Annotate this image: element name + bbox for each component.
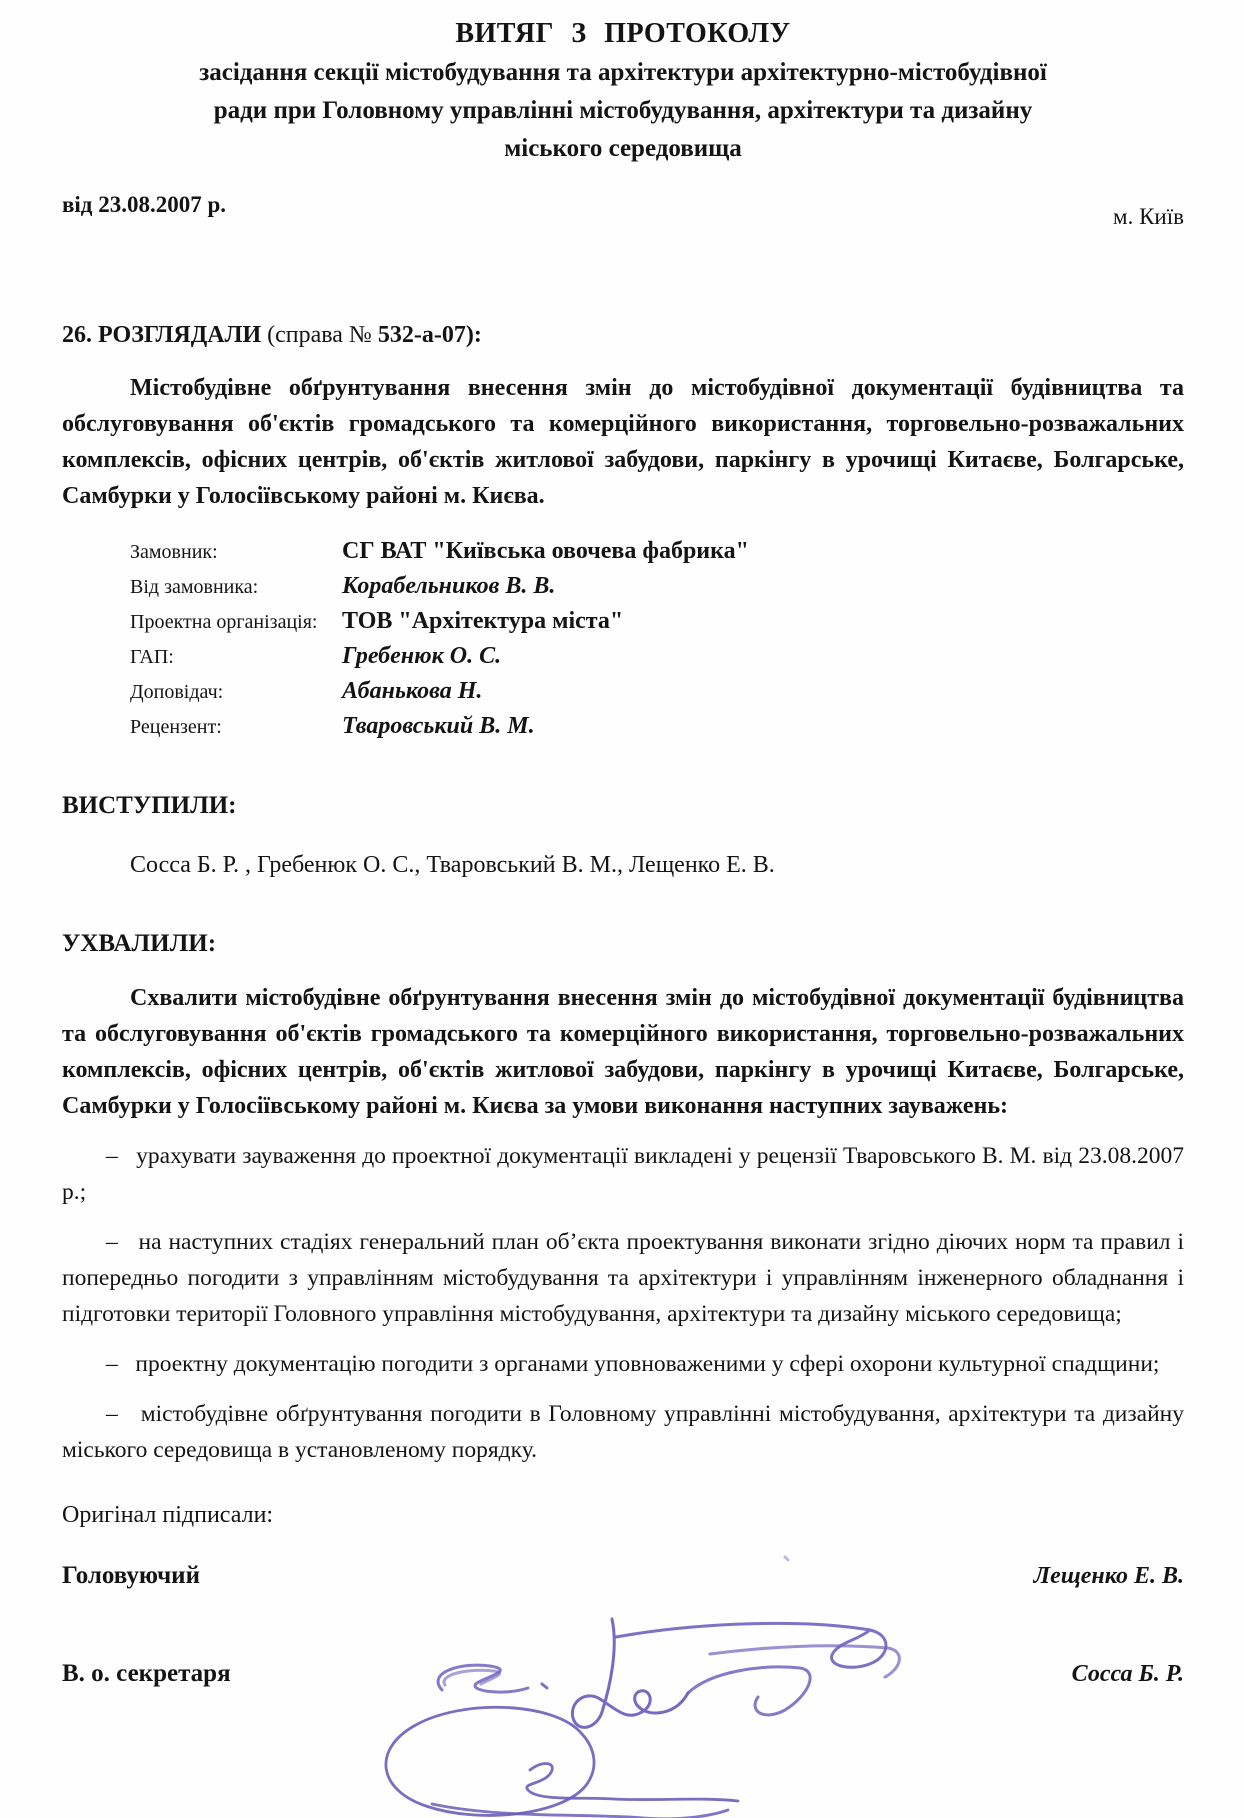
party-label: Від замовника: xyxy=(130,576,259,598)
signatures-intro: Оригінал підписали: xyxy=(62,1502,274,1528)
party-row-reviewer xyxy=(130,709,1184,744)
party-row-customer xyxy=(130,534,1184,569)
signature-role-chairman: Головуючий xyxy=(62,1562,200,1589)
document-title: ВИТЯГ З ПРОТОКОЛУ xyxy=(455,18,791,49)
remark-item-3: – проектну документацію погодити з органами уповноваженими у сфері охорони культурної спадщини; xyxy=(106,1351,1160,1377)
party-value: Корабельников В. В. xyxy=(342,573,556,599)
case-label: (справа № xyxy=(267,322,372,348)
subtitle-line-1: засідання секції містобудування та архітектури архітектурно-містобудівної xyxy=(199,59,1047,86)
party-row-speaker xyxy=(130,674,1184,709)
signature-ink-secretary xyxy=(386,1707,738,1818)
party-row-design-org xyxy=(130,604,1184,639)
subtitle-line-2: ради при Головному управлінні містобудування, архітектури та дизайну xyxy=(213,97,1033,124)
subtitle-line-3: міського середовища xyxy=(504,135,742,162)
resolution-paragraph: Схвалити містобудівне обґрунтування внесення змін до містобудівної документації будівництва та обслуговування об'єктів громадського та комерційного використання, торговельно-розважальних комплексів, офісних центрів, об'єктів житлової забудови, паркінгу в урочищі Китаєве, Болгарське, Самбурки у Голосіївському районі м. Києва за умови виконання наступних зауважень: xyxy=(62,985,1184,1119)
case-heading-verb: 26. РОЗГЛЯДАЛИ xyxy=(62,322,262,348)
party-label: Замовник: xyxy=(130,541,218,563)
case-heading xyxy=(62,318,1184,352)
party-row-gap xyxy=(130,639,1184,674)
party-label: Проектна організація: xyxy=(130,611,318,633)
party-value: Гребенюк О. С. xyxy=(342,643,502,669)
signature-row-chairman xyxy=(62,1558,1184,1594)
signature-row-secretary xyxy=(62,1656,1184,1692)
speakers-heading: ВИСТУПИЛИ: xyxy=(62,792,237,819)
document-subtitle xyxy=(62,54,1184,168)
case-number: 532-а-07): xyxy=(377,322,482,348)
document-date: від 23.08.2007 р. xyxy=(62,192,226,217)
remark-item-1: – урахувати зауваження до проектної документації викладені у рецензії Тваровського В. М. від 23.08.2007 р.; xyxy=(62,1143,1184,1205)
signature-role-secretary: В. о. секретаря xyxy=(62,1660,231,1687)
signature-name-secretary: Сосса Б. Р. xyxy=(1071,1661,1184,1687)
considered-paragraph: Містобудівне обґрунтування внесення змін до містобудівної документації будівництва та обслуговування об'єктів громадського та комерційного використання, торговельно-розважальних комплексів, офісних центрів, об'єктів житлової забудови, паркінгу в урочищі Китаєве, Болгарське, Самбурки у Голосіївському районі м. Києва. xyxy=(62,375,1184,509)
remark-item-4: – містобудівне обґрунтування погодити в Головному управлінні містобудування, архітектури та дизайну міського середовища в установленому порядку. xyxy=(62,1401,1184,1463)
party-value: СГ ВАТ "Київська овочева фабрика" xyxy=(342,538,749,564)
party-row-customer-rep xyxy=(130,569,1184,604)
document-city: м. Київ xyxy=(1113,204,1184,229)
party-label: Рецензент: xyxy=(130,716,222,738)
parties-list xyxy=(130,534,1184,744)
party-label: ГАП: xyxy=(130,646,174,668)
speakers-names: Сосса Б. Р. , Гребенюк О. С., Тваровський В. М., Лещенко Е. В. xyxy=(130,852,775,878)
party-value: ТОВ "Архітектура міста" xyxy=(342,608,624,634)
resolution-heading: УХВАЛИЛИ: xyxy=(62,930,217,957)
party-label: Доповідач: xyxy=(130,681,224,703)
party-value: Абанькова Н. xyxy=(342,678,483,704)
signature-name-chairman: Лещенко Е. В. xyxy=(1033,1563,1184,1589)
party-value: Тваровський В. М. xyxy=(342,713,535,739)
remark-item-2: – на наступних стадіях генеральний план об’єкта проектування виконати згідно діючих норм та правил і попередньо погодити з управлінням містобудування та архітектури і управлінням інженерного обладнання і підготовки території Головного управління містобудування, архітектури та дизайну міського середовища; xyxy=(62,1229,1184,1327)
dateline xyxy=(62,188,1184,234)
